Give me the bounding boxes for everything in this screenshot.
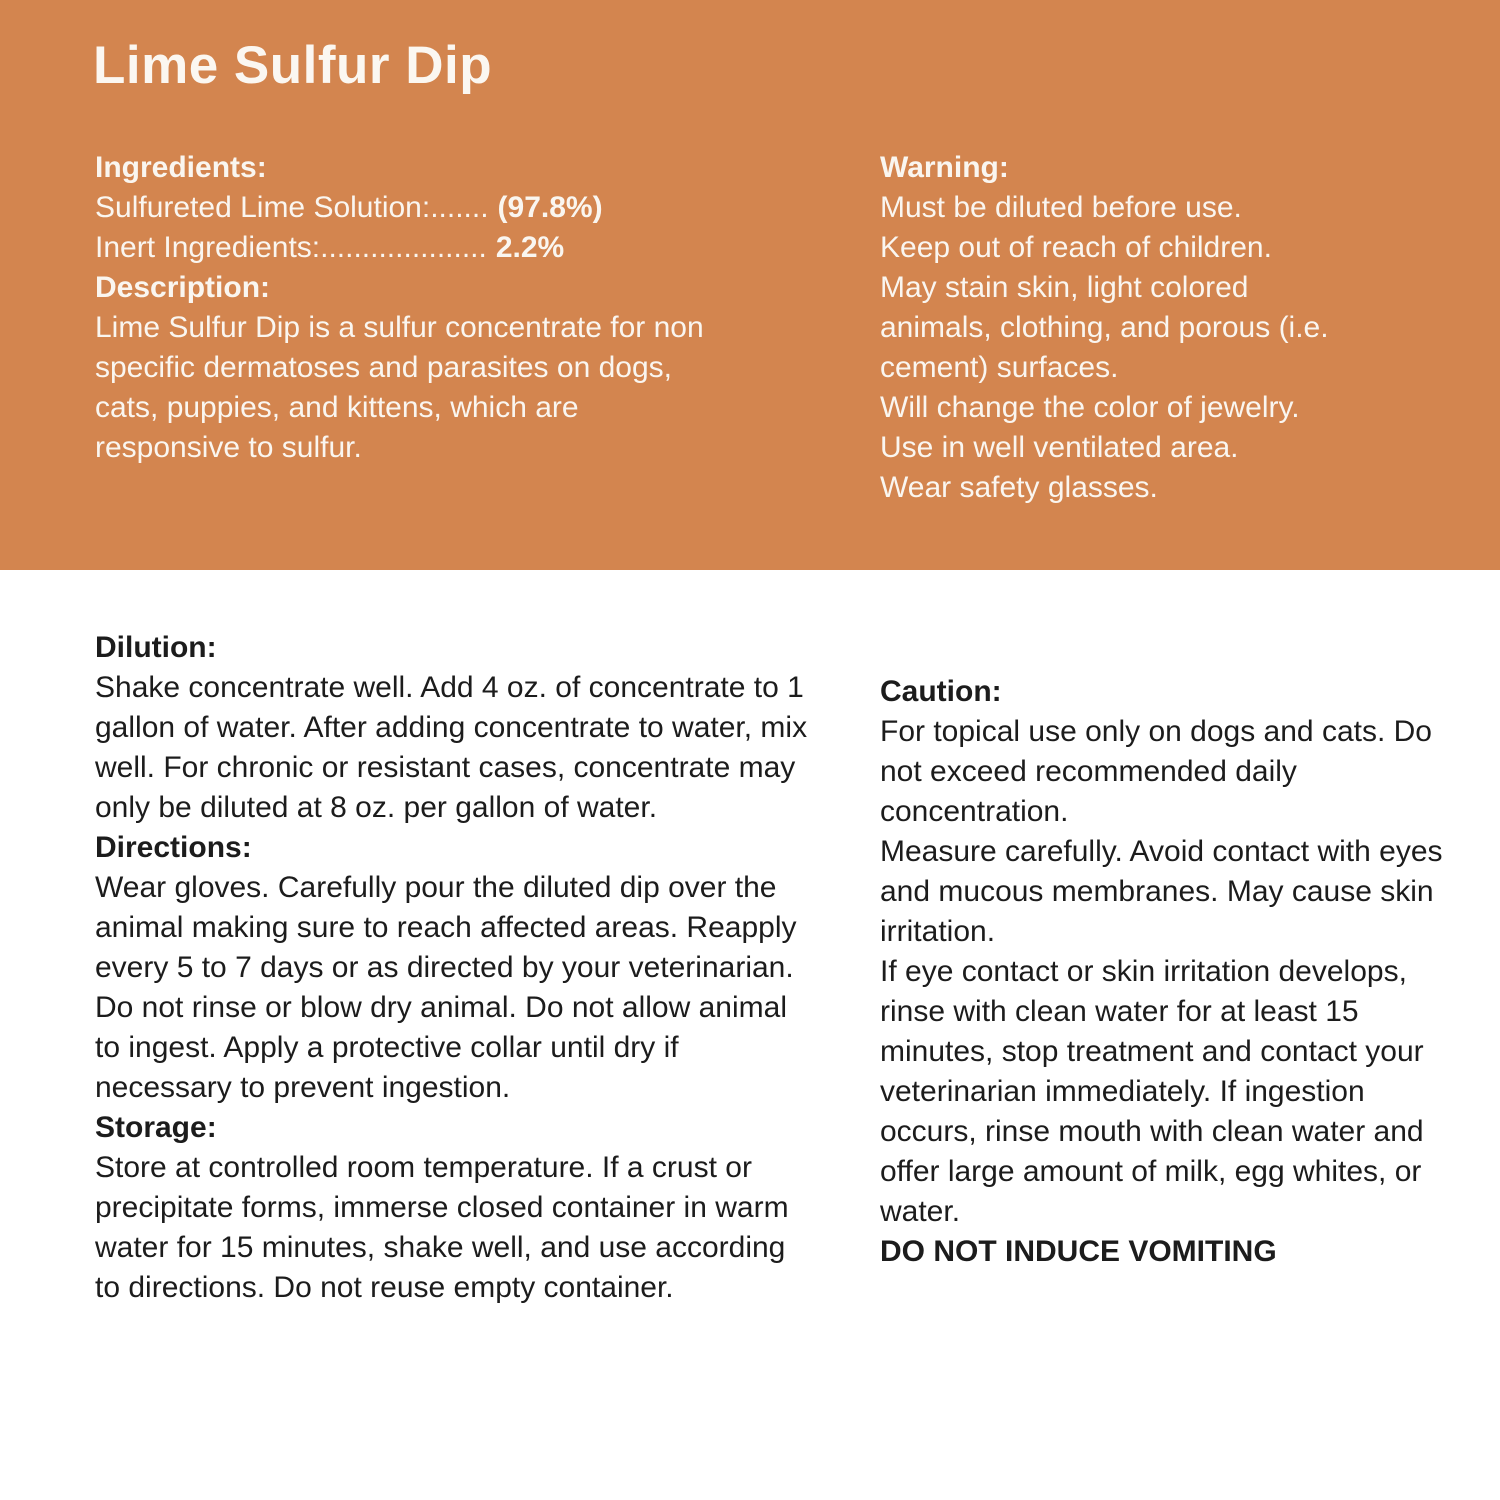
ingredient-row-sulfureted-lime [95, 188, 875, 228]
vomiting-warning: DO NOT INDUCE VOMITING [880, 1235, 1277, 1268]
storage-heading: Storage: [95, 1111, 217, 1144]
caution-para3: If eye contact or skin irritation develops, rinse with clean water for at least 15 minutes, stop treatment and contact your veterinarian immediately. If ingestion occurs, rinse mouth with clean water and offer large amount of milk, egg whites, or water. [880, 955, 1424, 1228]
ingredient-label: Inert Ingredients:.................... [95, 231, 487, 264]
warning-heading: Warning: [880, 151, 1009, 184]
dilution-body: Shake concentrate well. Add 4 oz. of concentrate to 1 gallon of water. After adding concentrate to water, mix well. For chronic or resistant cases, concentrate may only be diluted at 8 oz. per gallon of water. [95, 671, 808, 824]
dilution-heading: Dilution: [95, 631, 217, 664]
product-title: Lime Sulfur Dip [93, 36, 493, 95]
warning-section [880, 148, 1480, 508]
ingredients-heading: Ingredients: [95, 151, 267, 184]
warning-body: Must be diluted before use. Keep out of reach of children. May stain skin, light colored animals, clothing, and porous (i.e. cement) surfaces. Will change the color of jewelry. Use in well ventilated area. Wear safety glasses. [880, 191, 1329, 504]
ingredient-value: 2.2% [495, 231, 565, 264]
ingredient-value: (97.8%) [497, 191, 603, 224]
directions-para2: Do not rinse or blow dry animal. Do not allow animal to ingest. Apply a protective collar until dry if necessary to prevent ingestion. [95, 991, 787, 1104]
description-body: Lime Sulfur Dip is a sulfur concentrate for non specific dermatoses and parasites on dogs, cats, puppies, and kittens, which are responsive to sulfur. [95, 311, 704, 464]
storage-body: Store at controlled room temperature. If a crust or precipitate forms, immerse closed container in warm water for 15 minutes, shake well, and use according to directions. Do not reuse empty container. [95, 1151, 789, 1304]
caution-heading: Caution: [880, 675, 1002, 708]
ingredients-description-section [95, 148, 875, 468]
description-heading: Description: [95, 271, 271, 304]
ingredient-row-inert [95, 228, 875, 268]
directions-para1: Wear gloves. Carefully pour the diluted dip over the animal making sure to reach affected areas. Reapply every 5 to 7 days or as directed by your veterinarian. [95, 871, 797, 984]
directions-heading: Directions: [95, 831, 252, 864]
caution-section [880, 672, 1500, 1272]
caution-para1: For topical use only on dogs and cats. Do not exceed recommended daily concentration. [880, 715, 1432, 828]
caution-para2: Measure carefully. Avoid contact with eyes and mucous membranes. May cause skin irritation. [880, 835, 1443, 948]
ingredient-label: Sulfureted Lime Solution:....... [95, 191, 489, 224]
usage-section [95, 628, 885, 1308]
